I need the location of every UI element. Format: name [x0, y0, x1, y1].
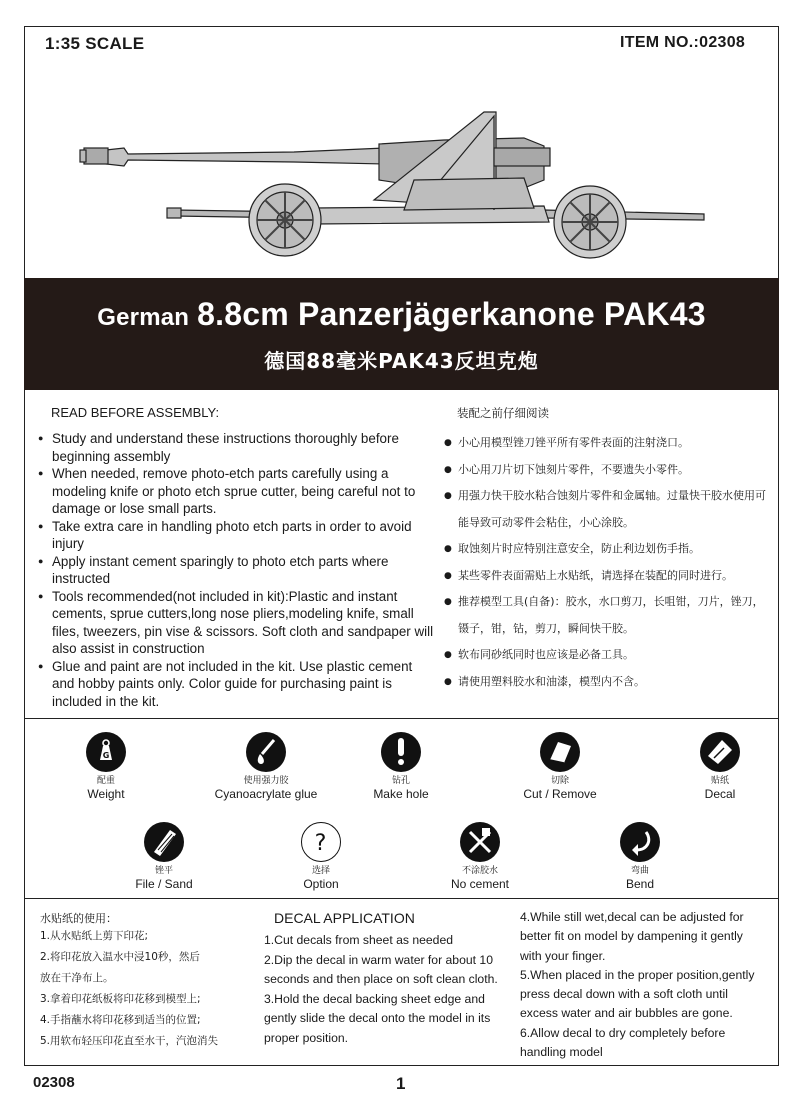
decal-icon: [700, 732, 740, 772]
decal-steps-cn: [40, 926, 270, 1052]
legend-drill: 钻孔 Make hole: [331, 732, 471, 801]
list-item: gently slide the decal onto the model in its: [264, 1011, 491, 1025]
list-item: better fit on model by dampening it gently: [520, 929, 743, 944]
list-item: 3.Hold the decal backing sheet edge and: [264, 991, 485, 1006]
list-item: 3.拿着印花纸板将印花移到模型上;: [40, 993, 201, 1005]
legend-option: ? 选择 Option: [251, 822, 391, 891]
question-icon: [301, 822, 341, 862]
bend-icon: [620, 822, 660, 862]
decal-steps-en: [264, 931, 520, 1048]
weight-icon: [86, 732, 126, 772]
list-item: ● 某些零件表面需贴上水贴纸，请选择在装配的同时进行。: [444, 563, 774, 590]
list-item: seconds and then place on soft clean cloth.: [264, 972, 498, 986]
list-item: ● Take extra care in handling photo etch parts in order to avoid injury: [38, 518, 438, 553]
legend-glue: 使用强力胶 Cyanoacrylate glue: [196, 732, 336, 801]
legend-bend: 弯曲 Bend: [570, 822, 710, 891]
list-item: ● Glue and paint are not included in the kit. Use plastic cement and hobby paints only. Color guide for purchasing paint is included in the kit.: [38, 658, 438, 711]
footer-item-number: 02308: [33, 1074, 75, 1091]
legend-no-cement: 不涂胶水 No cement: [410, 822, 550, 891]
list-item: 2.Dip the decal in warm water for about 10: [264, 952, 493, 967]
list-item: with your finger.: [520, 948, 606, 963]
legend-file: 锉平 File / Sand: [94, 822, 234, 891]
list-item: 2.将印花放入温水中浸10秒，然后: [40, 951, 200, 963]
list-item: 放在干净布上。: [40, 972, 114, 984]
list-item: 6.Allow decal to dry completely before: [520, 1025, 726, 1040]
no-cement-icon: [460, 822, 500, 862]
list-item: 1.Cut decals from sheet as needed: [264, 933, 454, 947]
file-icon: [144, 822, 184, 862]
page-number: 1: [396, 1074, 406, 1093]
read-list-en: [38, 430, 438, 710]
list-item: ● 推荐模型工具(自备)：胶水，水口剪刀，长咀钳，刀片，锉刀，镊子，钳，钻，剪刀，瞬间快干胶。: [444, 589, 774, 642]
list-item: handling model: [520, 1045, 603, 1060]
pak43-gun-illustration: [24, 60, 779, 278]
list-item: excess water and air bubbles are gone.: [520, 1006, 733, 1021]
title-prefix: German: [97, 304, 190, 331]
list-item: 4.While still wet,decal can be adjusted for: [520, 910, 744, 924]
read-title-en: READ BEFORE ASSEMBLY:: [51, 405, 220, 420]
title-banner: [24, 278, 779, 390]
list-item: 5.用软布轻压印花直至水干，汽泡消失: [40, 1035, 219, 1047]
svg-text:?: ?: [314, 829, 327, 856]
read-before-assembly-section: [24, 390, 779, 719]
decal-application-section: [24, 898, 779, 1066]
list-item: ● 小心用刀片切下蚀刻片零件，不要遗失小零件。: [444, 457, 774, 484]
list-item: ● 请使用塑料胶水和油漆，模型内不含。: [444, 669, 774, 696]
svg-text:G: G: [102, 751, 110, 760]
symbol-legend: [24, 718, 779, 899]
legend-decal: 贴纸 Decal: [650, 732, 790, 801]
list-item: ● 小心用模型锉刀锉平所有零件表面的注射浇口。: [444, 430, 774, 457]
legend-cut: 切除 Cut / Remove: [490, 732, 630, 801]
list-item: ● When needed, remove photo-etch parts carefully using a modeling knife or photo etch sprue cutter, being careful not to damage or lose small parts.: [38, 465, 438, 518]
list-item: 4.手指蘸水将印花移到适当的位置;: [40, 1014, 201, 1026]
decal-title-en: DECAL APPLICATION: [274, 910, 415, 926]
decal-title-cn: 水贴纸的使用：: [40, 912, 117, 925]
list-item: proper position.: [264, 1030, 349, 1045]
cut-icon: [540, 732, 580, 772]
list-item: press decal down with a soft cloth until: [520, 987, 728, 1002]
title-main: 8.8cm Panzerjägerkanone PAK43: [197, 296, 706, 332]
list-item: ● 用强力快干胶水粘合蚀刻片零件和金属轴。过量快干胶水使用可能导致可动零件会粘住，小心涂胶。: [444, 483, 774, 536]
list-item: ● Study and understand these instructions thoroughly before beginning assembly: [38, 430, 438, 465]
glue-drop-icon: [246, 732, 286, 772]
read-list-cn: [444, 430, 774, 695]
drill-icon: [381, 732, 421, 772]
list-item: 5.When placed in the proper position,gently: [520, 967, 755, 982]
decal-steps-en-continued: [520, 908, 778, 1062]
list-item: ● Apply instant cement sparingly to photo etch parts where instructed: [38, 553, 438, 588]
model-title-cn: 德国88毫米PAK43反坦克炮: [264, 349, 539, 373]
read-title-cn: 装配之前仔细阅读: [457, 406, 549, 420]
list-item: 1.从水贴纸上剪下印花;: [40, 930, 149, 942]
model-title: [24, 296, 779, 333]
list-item: ● Tools recommended(not included in kit):Plastic and instant cements, sprue cutters,long nose pliers,modeling knife, small files, tweezers, pin vise & scissors. Soft cloth and sandpaper will also assist in construction: [38, 588, 438, 658]
list-item: ● 软布同砂纸同时也应该是必备工具。: [444, 642, 774, 669]
scale-label: 1:35 SCALE: [45, 34, 145, 53]
list-item: ● 取蚀刻片时应特别注意安全，防止利边划伤手指。: [444, 536, 774, 563]
legend-weight: G 配重 Weight: [36, 732, 176, 801]
item-number: ITEM NO.:02308: [620, 34, 746, 51]
